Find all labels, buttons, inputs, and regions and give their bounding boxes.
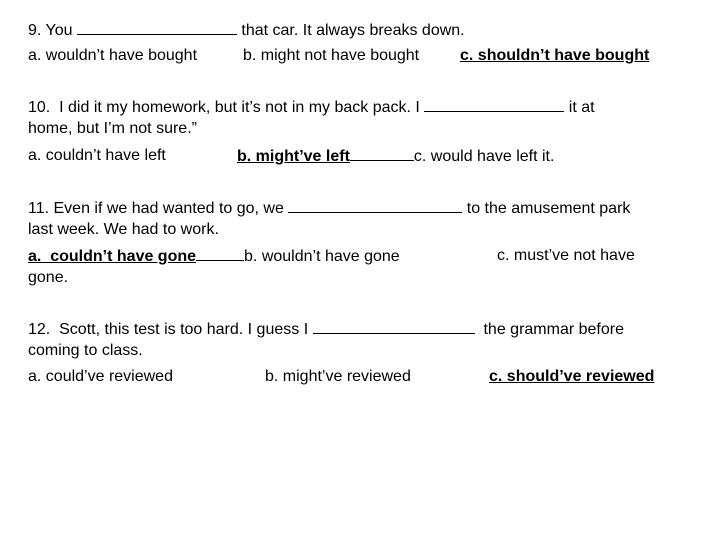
q11-prompt-end: to the amusement park [462,200,631,217]
q9-prompt-start: 9. You [28,22,77,39]
q12-option-b: b. might’ve reviewed [265,368,411,385]
q9-prompt [28,20,465,41]
q11-option-b: b. wouldn’t have gone [244,248,400,265]
q9-option-c-answer: c. shouldn’t have bought [460,47,650,64]
q11-option-c: c. must’ve not have [497,247,635,264]
q10-answer-underline [350,146,414,161]
q10-prompt-start: 10. I did it my homework, but it’s not in my back pack. I [28,99,425,116]
q11-option-c-wrap: gone. [28,269,69,286]
q12-prompt-line2: coming to class. [28,342,143,359]
q10-option-b-label: b. might’ve left [237,148,350,165]
q10-prompt-end: it at [564,99,595,116]
q9-option-a: a. wouldn’t have bought [28,47,198,64]
q12-prompt [28,319,624,340]
q11-prompt-start: 11. Even if we had wanted to go, we [28,200,289,217]
q10-blank [424,97,564,112]
q12-option-a: a. could’ve reviewed [28,368,173,385]
q11-blank [288,198,462,213]
q12-prompt-start: 12. Scott, this test is too hard. I guess I [28,321,313,338]
q11-option-a-answer [28,246,400,267]
q10-prompt [28,97,595,118]
q12-prompt-end: the grammar before [474,321,624,338]
q10-option-a: a. couldn’t have left [28,147,166,164]
q9-blank [77,20,237,35]
q12-blank [313,319,475,334]
q11-option-a-label: a. couldn’t have gone [28,248,197,265]
q11-prompt-line2: last week. We had to work. [28,221,219,238]
q10-option-c: c. would have left it. [413,148,555,165]
q12-option-c-answer: c. should’ve reviewed [489,368,655,385]
q11-answer-underline [196,246,244,261]
q9-prompt-end: that car. It always breaks down. [236,22,465,39]
q10-prompt-line2: home, but I’m not sure.” [28,120,197,137]
q10-option-b-answer [237,146,554,167]
q9-option-b: b. might not have bought [243,47,420,64]
q11-prompt [28,198,630,219]
